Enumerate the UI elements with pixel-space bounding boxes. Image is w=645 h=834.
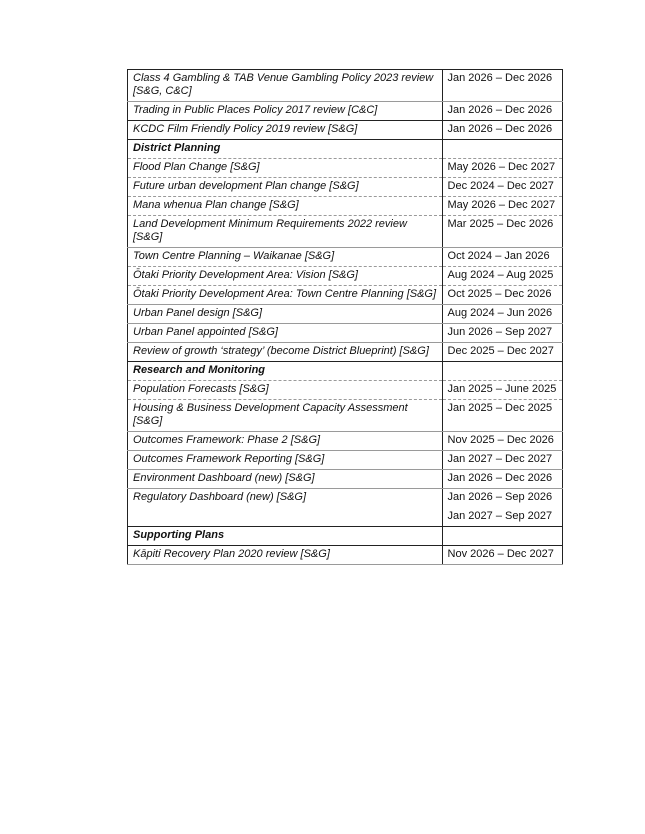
timeframe-value: Jun 2026 – Sep 2027	[447, 326, 553, 338]
timeframe-value: Oct 2024 – Jan 2026	[447, 250, 550, 262]
work-programme-table-body	[128, 70, 563, 565]
section-header-row	[128, 140, 563, 159]
timeframe-cell	[442, 470, 562, 489]
item-name-cell: Environment Dashboard (new) [S&G]	[128, 470, 443, 489]
timeframe-cell	[442, 451, 562, 470]
timeframe-value: Jan 2026 – Dec 2026	[447, 123, 553, 135]
section-header-row	[128, 527, 563, 546]
timeframe-cell	[442, 362, 562, 381]
table-row	[128, 489, 563, 527]
timeframe-value: Jan 2026 – Dec 2026	[447, 72, 553, 84]
timeframe-value: Jan 2025 – Dec 2025	[447, 402, 553, 414]
timeframe-value: Aug 2024 – Aug 2025	[447, 269, 554, 281]
timeframe-cell	[442, 546, 562, 565]
table-row	[128, 381, 563, 400]
table-row	[128, 121, 563, 140]
timeframe-value: May 2026 – Dec 2027	[447, 161, 556, 173]
timeframe-cell	[442, 381, 562, 400]
timeframe-value: Jan 2025 – June 2025	[447, 383, 557, 395]
item-name-cell: Future urban development Plan change [S&G]	[128, 178, 443, 197]
item-name-cell: Flood Plan Change [S&G]	[128, 159, 443, 178]
timeframe-value: Jan 2026 – Sep 2026	[447, 491, 553, 503]
timeframe-value: Jan 2027 – Sep 2027	[447, 510, 553, 522]
item-name-cell: Class 4 Gambling & TAB Venue Gambling Policy 2023 review [S&G, C&C]	[128, 70, 443, 102]
item-name-cell: Review of growth ‘strategy’ (become District Blueprint) [S&G]	[128, 343, 443, 362]
timeframe-value: Mar 2025 – Dec 2026	[447, 218, 554, 230]
table-row	[128, 70, 563, 102]
item-name-cell: Outcomes Framework: Phase 2 [S&G]	[128, 432, 443, 451]
item-name-cell: Land Development Minimum Requirements 2022 review [S&G]	[128, 216, 443, 248]
section-title: District Planning	[128, 140, 443, 159]
timeframe-value: Dec 2024 – Dec 2027	[447, 180, 554, 192]
timeframe-cell	[442, 248, 562, 267]
item-name-cell: KCDC Film Friendly Policy 2019 review [S&G]	[128, 121, 443, 140]
timeframe-cell	[442, 432, 562, 451]
timeframe-cell	[442, 140, 562, 159]
table-row	[128, 267, 563, 286]
table-row	[128, 216, 563, 248]
timeframe-value: Nov 2026 – Dec 2027	[447, 548, 554, 560]
section-title: Research and Monitoring	[128, 362, 443, 381]
timeframe-cell	[442, 70, 562, 102]
timeframe-cell	[442, 121, 562, 140]
timeframe-cell	[442, 343, 562, 362]
table-row	[128, 178, 563, 197]
item-name-cell: Housing & Business Development Capacity Assessment [S&G]	[128, 400, 443, 432]
timeframe-cell	[442, 489, 562, 527]
table-row	[128, 546, 563, 565]
timeframe-cell	[442, 267, 562, 286]
timeframe-value: Dec 2025 – Dec 2027	[447, 345, 554, 357]
timeframe-cell	[442, 159, 562, 178]
timeframe-cell	[442, 400, 562, 432]
table-row	[128, 102, 563, 121]
item-name-cell: Regulatory Dashboard (new) [S&G]	[128, 489, 443, 527]
item-name-cell: Ōtaki Priority Development Area: Vision [S&G]	[128, 267, 443, 286]
item-name-cell: Population Forecasts [S&G]	[128, 381, 443, 400]
table-row	[128, 286, 563, 305]
timeframe-value: Jan 2026 – Dec 2026	[447, 472, 553, 484]
item-name-cell: Town Centre Planning – Waikanae [S&G]	[128, 248, 443, 267]
timeframe-value: Nov 2025 – Dec 2026	[447, 434, 554, 446]
table-row	[128, 324, 563, 343]
item-name-cell: Trading in Public Places Policy 2017 review [C&C]	[128, 102, 443, 121]
timeframe-cell	[442, 102, 562, 121]
timeframe-cell	[442, 178, 562, 197]
table-row	[128, 432, 563, 451]
section-title: Supporting Plans	[128, 527, 443, 546]
timeframe-value: Jan 2026 – Dec 2026	[447, 104, 553, 116]
table-row	[128, 159, 563, 178]
timeframe-cell	[442, 216, 562, 248]
section-header-row	[128, 362, 563, 381]
timeframe-value: Oct 2025 – Dec 2026	[447, 288, 552, 300]
table-row	[128, 343, 563, 362]
table-row	[128, 451, 563, 470]
item-name-cell: Ōtaki Priority Development Area: Town Centre Planning [S&G]	[128, 286, 443, 305]
table-row	[128, 305, 563, 324]
item-name-cell: Urban Panel appointed [S&G]	[128, 324, 443, 343]
timeframe-cell	[442, 286, 562, 305]
item-name-cell: Outcomes Framework Reporting [S&G]	[128, 451, 443, 470]
table-row	[128, 470, 563, 489]
item-name-cell: Mana whenua Plan change [S&G]	[128, 197, 443, 216]
table-row	[128, 400, 563, 432]
timeframe-value: May 2026 – Dec 2027	[447, 199, 556, 211]
timeframe-cell	[442, 305, 562, 324]
table-row	[128, 248, 563, 267]
timeframe-cell	[442, 324, 562, 343]
timeframe-cell	[442, 527, 562, 546]
timeframe-value: Aug 2024 – Jun 2026	[447, 307, 553, 319]
timeframe-value: Jan 2027 – Dec 2027	[447, 453, 553, 465]
timeframe-cell	[442, 197, 562, 216]
item-name-cell: Kāpiti Recovery Plan 2020 review [S&G]	[128, 546, 443, 565]
work-programme-table	[127, 69, 563, 565]
table-row	[128, 197, 563, 216]
item-name-cell: Urban Panel design [S&G]	[128, 305, 443, 324]
